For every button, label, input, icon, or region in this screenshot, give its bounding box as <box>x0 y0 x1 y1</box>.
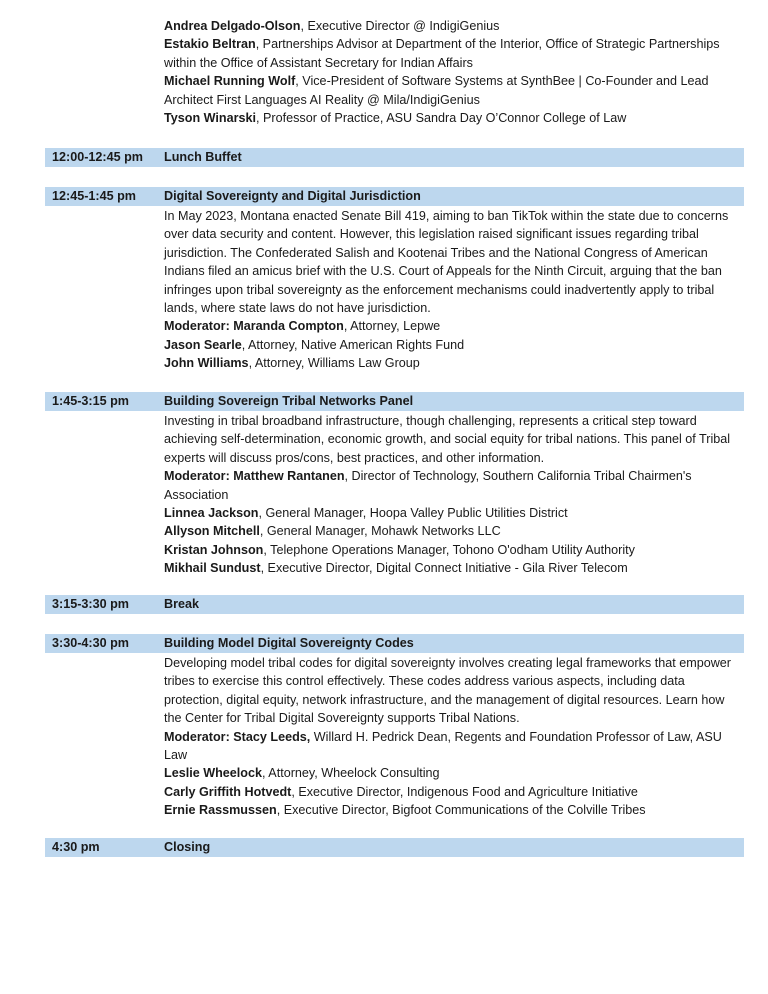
speaker-role: , General Manager, Hoopa Valley Public Utilities District <box>258 506 568 521</box>
speaker-name: Moderator: Matthew Rantanen <box>164 469 345 484</box>
speaker-role: , Executive Director, Digital Connect Initiative - Gila River Telecom <box>260 561 628 576</box>
speaker-role: , Attorney, Lepwe <box>343 319 441 334</box>
speaker-name: Ernie Rassmussen <box>164 803 277 818</box>
session-time: 12:00-12:45 pm <box>52 150 144 164</box>
speaker-role: , Partnerships Advisor at Department of the Interior, Office of Strategic Partnerships within the Office of Assistant Secretary for Indian Affairs <box>164 37 720 70</box>
speaker-entry <box>164 783 734 801</box>
session-title: Digital Sovereignty and Digital Jurisdiction <box>164 189 421 203</box>
speaker-name: Kristan Johnson <box>164 542 264 557</box>
speaker-name: Estakio Beltran <box>164 37 256 52</box>
speaker-entry <box>164 336 734 354</box>
speaker-role: , Attorney, Native American Rights Fund <box>241 337 465 352</box>
session-description: In May 2023, Montana enacted Senate Bill 419, aiming to ban TikTok within the state due to concerns over data security and content. However, this legislation raised significant issues regarding tribal jurisdiction. The Confederated Salish and Kootenai Tribes and the National Congress of American Indians filed an amicus brief with the U.S. Court of Appeals for the Ninth Circuit, arguing that the ban infringes upon tribal sovereignty as the enforcement mechanisms could inadvertently apply to tribal lands, where state laws do not have jurisdiction. <box>164 209 729 316</box>
session-title: Closing <box>164 840 211 854</box>
session-time: 12:45-1:45 pm <box>52 189 136 203</box>
session-description: Developing model tribal codes for digital sovereignty involves creating legal frameworks that empower tribes to exercise this control effectively. These codes address various aspects, including data protection, digital equity, network infrastructure, and the management of digital resources. Learn how the Center for Tribal Digital Sovereignty supports Tribal Nations. <box>164 656 731 726</box>
speaker-role: , Executive Director @ IndigiGenius <box>300 19 500 33</box>
speaker-entry <box>164 764 734 782</box>
speaker-name: Mikhail Sundust <box>164 561 261 576</box>
speaker-name: Andrea Delgado-Olson <box>164 19 301 33</box>
speaker-role: , Telephone Operations Manager, Tohono O'odham Utility Authority <box>263 542 635 557</box>
speaker-entry <box>164 522 734 540</box>
speaker-role: Willard H. Pedrick Dean, Regents and Foundation Professor of Law, ASU Law <box>164 729 722 763</box>
session-time: 1:45-3:15 pm <box>52 394 129 408</box>
session-title: Building Model Digital Sovereignty Codes <box>164 636 414 650</box>
speaker-name: Michael Running Wolf <box>164 74 296 89</box>
session-description: Investing in tribal broadband infrastructure, though challenging, represents a critical step toward achieving self-determination, economic growth, and social equity for tribal nations. This panel of Tribal experts will discuss pros/cons, best practices, and other information. <box>164 414 731 465</box>
session-bar-break <box>45 595 744 614</box>
speaker-role: , Attorney, Wheelock Consulting <box>262 766 440 781</box>
speaker-entry <box>164 801 734 819</box>
speaker-entry <box>164 467 734 504</box>
session-title: Building Sovereign Tribal Networks Panel <box>164 394 414 408</box>
speaker-role: , Executive Director, Bigfoot Communications of the Colville Tribes <box>276 803 646 818</box>
speaker-entry <box>164 72 744 109</box>
speaker-entry <box>164 559 734 577</box>
session-bar-lunch <box>45 148 744 167</box>
session-details-tribal-networks <box>164 412 734 578</box>
session-bar-digital-jurisdiction <box>45 187 744 206</box>
speaker-role: , Professor of Practice, ASU Sandra Day O’Connor College of Law <box>256 111 627 126</box>
session-details-digital-jurisdiction <box>164 207 734 373</box>
session-bar-tribal-networks <box>45 392 744 411</box>
speaker-entry <box>164 541 734 559</box>
session-title: Break <box>164 597 200 611</box>
speaker-name: John Williams <box>164 356 249 371</box>
speaker-role: , Director of Technology, Southern California Tribal Chairmen's Association <box>164 469 692 502</box>
speaker-entry <box>164 17 744 35</box>
speaker-entry <box>164 728 734 765</box>
session-time: 3:30-4:30 pm <box>52 636 129 650</box>
speaker-role: , Executive Director, Indigenous Food and Agriculture Initiative <box>291 784 638 799</box>
speaker-name: Tyson Winarski <box>164 111 257 126</box>
speaker-role: , Attorney, Williams Law Group <box>248 356 420 371</box>
speaker-entry <box>164 35 744 72</box>
speaker-entry <box>164 317 734 335</box>
speaker-name: Linnea Jackson <box>164 506 259 521</box>
session-bar-sovereignty-codes <box>45 634 744 653</box>
session-title: Lunch Buffet <box>164 150 242 164</box>
speaker-name: Leslie Wheelock <box>164 766 262 781</box>
speaker-role: , Vice-President of Software Systems at SynthBee | Co-Founder and Lead Architect First Languages AI Reality @ Mila/IndigiGenius <box>164 74 709 107</box>
speaker-list-continued <box>164 17 744 127</box>
session-time: 4:30 pm <box>52 840 100 854</box>
speaker-entry <box>164 504 734 522</box>
speaker-name: Carly Griffith Hotvedt <box>164 784 292 799</box>
speaker-name: Moderator: Maranda Compton <box>164 319 344 334</box>
session-bar-closing <box>45 838 744 857</box>
speaker-role: , General Manager, Mohawk Networks LLC <box>259 524 501 539</box>
session-details-sovereignty-codes <box>164 654 734 820</box>
speaker-entry <box>164 354 734 372</box>
speaker-name: Moderator: Stacy Leeds, <box>164 729 311 744</box>
session-time: 3:15-3:30 pm <box>52 597 129 611</box>
speaker-entry <box>164 109 744 127</box>
speaker-name: Allyson Mitchell <box>164 524 260 539</box>
speaker-name: Jason Searle <box>164 337 242 352</box>
